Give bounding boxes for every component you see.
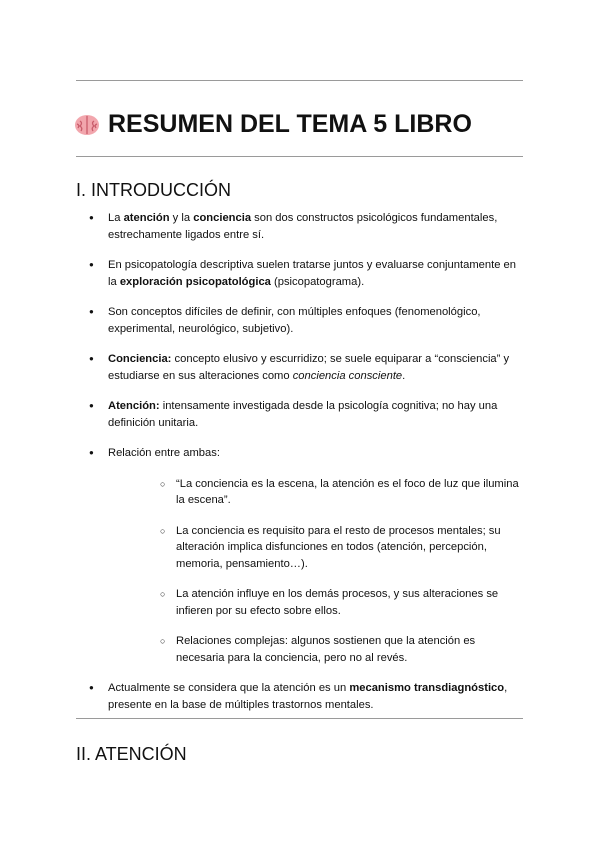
list-item: ● Son conceptos difíciles de definir, con múltiples enfoques (fenomenológico, experimental, neurológico, subjetivo). bbox=[76, 304, 526, 337]
bullet-list bbox=[76, 210, 526, 713]
section-heading-introduccion: I. INTRODUCCIÓN bbox=[76, 180, 231, 200]
list-item: ● En psicopatología descriptiva suelen tratarse juntos y evaluarse conjuntamente en la exploración psicopatológica (psicopatograma). bbox=[76, 257, 526, 290]
list-item: ● La atención y la conciencia son dos constructos psicológicos fundamentales, estrechamente ligados entre sí. bbox=[76, 210, 526, 243]
sub-list-item: ○ Relaciones complejas: algunos sostienen que la atención es necesaria para la conciencia, pero no al revés. bbox=[108, 633, 526, 666]
page-title bbox=[74, 110, 472, 139]
section-introduccion-content bbox=[76, 210, 526, 727]
section-heading-atencion: II. ATENCIÓN bbox=[76, 744, 187, 764]
sub-list-item: ○ La atención influye en los demás procesos, y sus alteraciones se infieren por su efecto sobre ellos. bbox=[108, 586, 526, 619]
top-divider bbox=[76, 80, 523, 81]
list-item: ● Actualmente se considera que la atención es un mecanismo transdiagnóstico, presente en la base de múltiples trastornos mentales. bbox=[76, 680, 526, 713]
brain-icon bbox=[74, 113, 100, 137]
sub-bullet-list bbox=[108, 476, 526, 667]
section-divider bbox=[76, 718, 523, 719]
sub-list-item: ○ La conciencia es requisito para el resto de procesos mentales; su alteración implica disfunciones en todos (atención, percepción, memoria, pensamiento…). bbox=[108, 523, 526, 573]
list-item: ● Conciencia: concepto elusivo y escurridizo; se suele equiparar a “consciencia” y estudiarse en sus alteraciones como conciencia consciente. bbox=[76, 351, 526, 384]
sub-list-item: ○ “La conciencia es la escena, la atención es el foco de luz que ilumina la escena”. bbox=[108, 476, 526, 509]
title-divider bbox=[76, 156, 523, 157]
list-item: ● Atención: intensamente investigada desde la psicología cognitiva; no hay una definición unitaria. bbox=[76, 398, 526, 431]
list-item: ● Relación entre ambas: ○ “La conciencia es la escena, la atención es el foco de luz que ilumina la escena”. ○ La conciencia es requisito para el resto de procesos mentales; su alteración implica disfunciones en todos (atención, percepción, memoria, pensamiento…). ○ La atención influye en los demás procesos, y sus alteraciones se infieren por su efecto sobre ellos. ○ Relaciones complejas: algunos sostienen que la atención es necesaria para la conciencia, pero no al revés. bbox=[76, 445, 526, 666]
title-text: RESUMEN DEL TEMA 5 LIBRO bbox=[108, 110, 472, 138]
